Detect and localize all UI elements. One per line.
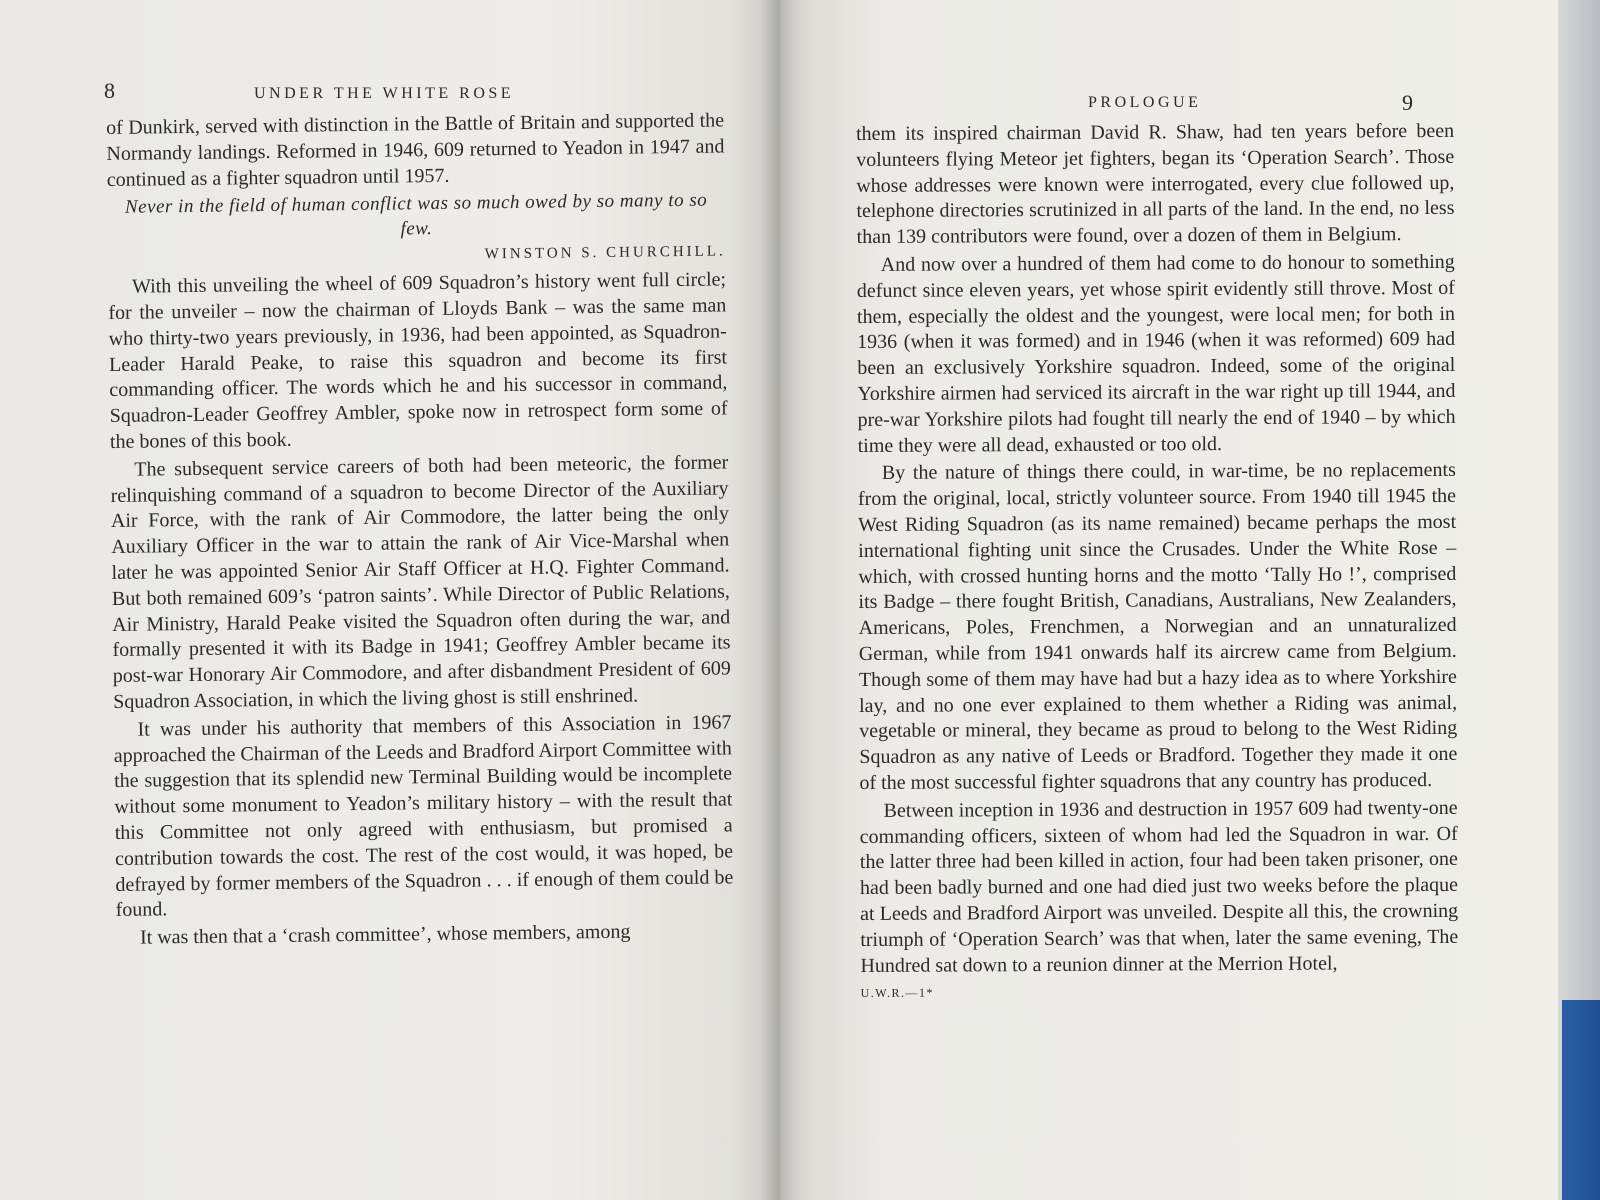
page-number-right: 9 [1402, 90, 1413, 115]
left-text-block [106, 108, 734, 953]
body-paragraph: By the nature of things there could, in war-time, be no replacements from the original, local, strictly volunteer source. From 1940 till 1945 the West Riding Squadron (as its name remained) became perhaps the most international fighting unit since the Crusades. Under the White Rose – which, with crossed hunting horns and the motto ‘Tally Ho !’, comprised its Badge – there fought British, Canadians, Australians, New Zealanders, Americans, Poles, Frenchmen, a Norwegian and an unnaturalized German, while from 1941 onwards half its aircrew came from Belgium. Though some of them may have had but a hazy idea as to where Yorkshire lay, and no one ever explained to them whether a Riding was animal, vegetable or mineral, they became as proud to belong to the West Riding Squadron as any native of Leeds or Bradford. Together they made it one of the most successful fighter squadrons that any country has produced. [857, 459, 1458, 794]
body-paragraph: With this unveiling the wheel of 609 Squadron’s history went full circle; for the unveiler – now the chairman of Lloyds Bank – was the same man who thirty-two years previously, in 1936, had been appointed, as Squadron-Leader Harald Peake, to raise this squadron and become its first commanding officer. The words which he and his successor in command, Squadron-Leader Geoffrey Ambler, spoke now in retrospect form some of the bones of this book. [108, 268, 728, 453]
epigraph: Never in the field of human conflict was so much owed by so many to so few. [124, 190, 708, 240]
epigraph-attribution: WINSTON S. CHURCHILL. [484, 243, 726, 263]
right-text-block [856, 119, 1459, 1009]
running-head-left: UNDER THE WHITE ROSE [254, 85, 515, 102]
running-head-right: PROLOGUE [1088, 94, 1202, 111]
cover-edge [1562, 1000, 1600, 1200]
body-paragraph: It was under his authority that members of this Association in 1967 approached the Chairman of the Leeds and Bradford Airport Committee with the suggestion that its splendid new Terminal Building would be incomplete without some monument to Yeadon’s military history – with the result that this Committee not only agreed with enthusiasm, but promised a contribution towards the cost. The rest of the cost would, it was hoped, be defrayed by former members of the Squadron . . . if enough of them could be found. [113, 711, 734, 922]
body-paragraph: It was then that a ‘crash committee’, whose members, among [139, 920, 631, 949]
signature-mark: U.W.R.—1* [860, 985, 935, 1001]
page-number-left: 8 [104, 78, 115, 103]
opening-paragraph: them its inspired chairman David R. Shaw, had ten years before been volunteers flying Meteor jet fighters, began its ‘Operation Search’. Those whose addresses were known were interrogated, every clue followed up, telephone directories scrutinized in all parts of the land. In the end, no less than 139 contributors were found, over a dozen of them in Belgium. [856, 119, 1455, 249]
opening-paragraph: of Dunkirk, served with distinction in the Battle of Britain and supported the Normandy landings. Reformed in 1946, 609 returned to Yeadon in 1947 and continued as a fighter squadron until 1957. [106, 109, 725, 191]
body-paragraph: And now over a hundred of them had come to do honour to something defunct since eleven years, yet whose spirit evidently still throve. Most of them, especially the oldest and the youngest, were local men; for both in 1936 (when it was formed) and in 1946 (when it was reformed) 609 had been an exclusively Yorkshire squadron. Indeed, some of the original Yorkshire airmen had serviced its aircraft in the war right up till 1944, and pre-war Yorkshire pilots had fought till nearly the end of 1940 – by which time they were all dead, exhausted or too old. [856, 250, 1456, 457]
body-paragraph: Between inception in 1936 and destruction in 1957 609 had twenty-one commanding officers, sixteen of whom had led the Squadron in war. Of the latter three had been killed in action, four had been taken prisoner, one had been badly burned and one had died just two weeks before the plaque at Leeds and Bradford Airport was unveiled. Despite all this, the crowning triumph of ‘Operation Search’ was that when, later the same evening, The Hundred sat down to a reunion dinner at the Merrion Hotel, [859, 796, 1459, 977]
left-page [0, 0, 778, 1200]
body-paragraph: The subsequent service careers of both had been meteoric, the former relinquishing command of a squadron to become Director of the Auxiliary Air Force, with the rank of Air Commodore, the latter being the only Auxiliary Officer in the war to attain the rank of Air Vice-Marshal when later he was appointed Senior Air Staff Officer at H.Q. Fighter Command. But both remained 609’s ‘patron saints’. While Director of Public Relations, Air Ministry, Harald Peake visited the Squadron often during the war, and formally presented it with its Badge in 1941; Geoffrey Ambler became its post-war Honorary Air Commodore, and after disbandment President of 609 Squadron Association, in which the living ghost is still enshrined. [110, 451, 731, 713]
